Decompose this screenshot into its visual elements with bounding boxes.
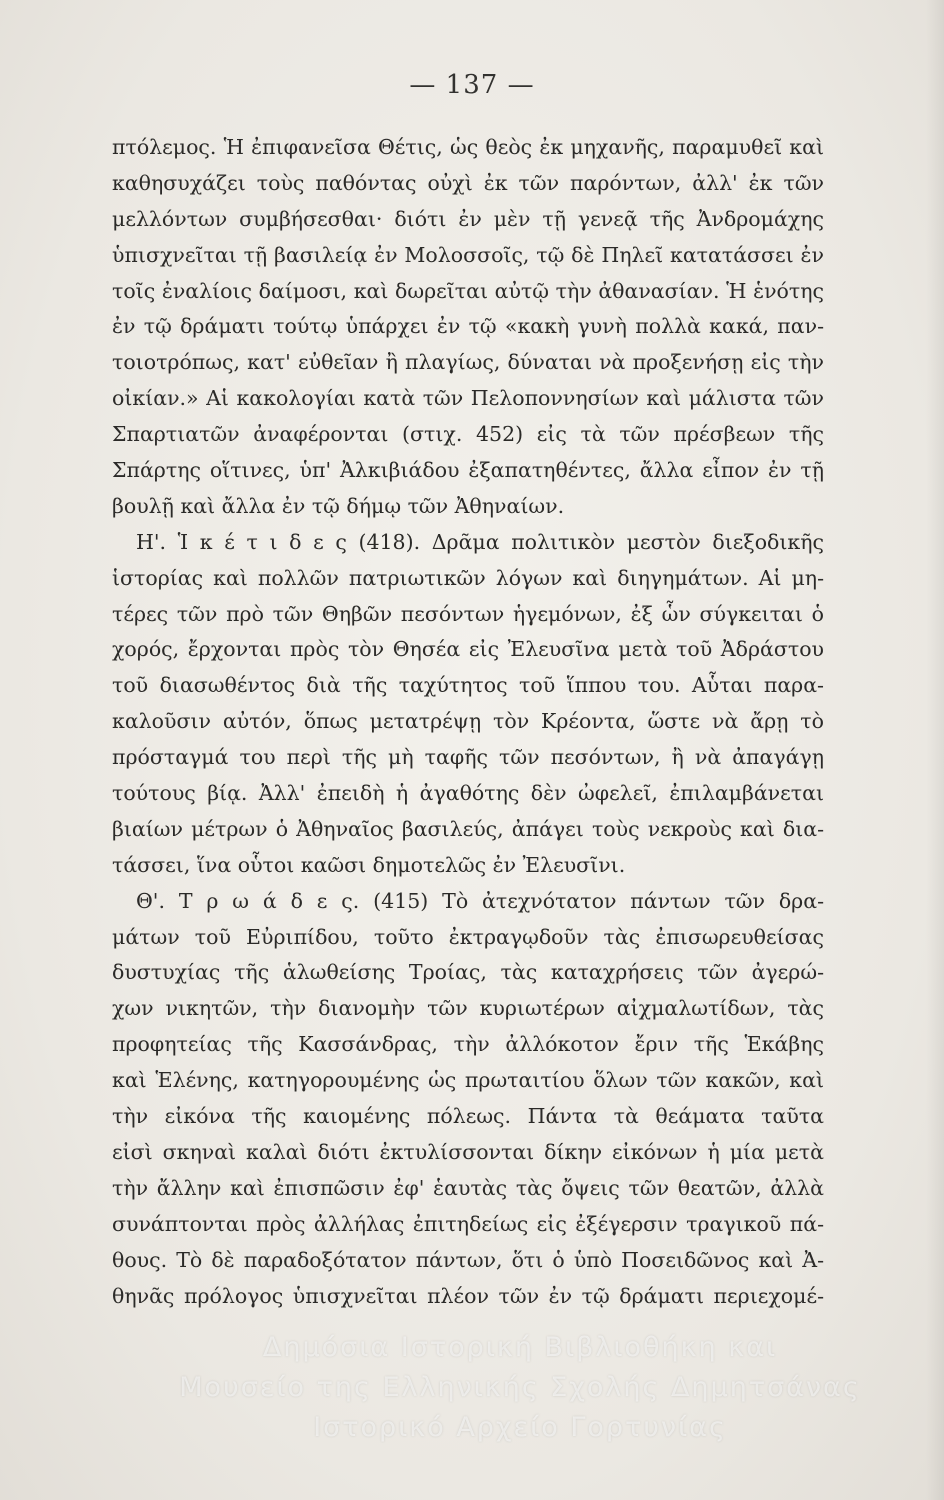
text-line: προφητείας τῆς Κασσάνδρας, τὴν ἀλλόκοτον ἔριν τῆς Ἑκάβης [112, 1032, 824, 1057]
text-line: ἱστορίας καὶ πολλῶν πατριωτικῶν λόγων καὶ διηγημάτων. Αἱ μη- [112, 565, 824, 590]
text-line: Σπαρτιατῶν ἀναφέρονται (στιχ. 452) εἰς τὰ τῶν πρέσβεων τῆς [112, 422, 824, 447]
section-heading-line: Η'. Ἱ κ έ τ ι δ ε ς (418). Δρᾶμα πολιτικὸν μεστὸν διεξοδικῆς [136, 529, 824, 554]
text-line: τοῦ διασωθέντος διὰ τῆς ταχύτητος τοῦ ἵππου του. Αὗται παρα- [112, 673, 824, 698]
text-line: βιαίων μέτρων ὁ Ἀθηναῖος βασιλεύς, ἀπάγει τοὺς νεκροὺς καὶ δια- [112, 816, 824, 841]
text-line: θηνᾶς πρόλογος ὑπισχνεῖται πλέον τῶν ἐν τῷ δράματι περιεχομέ- [112, 1283, 824, 1308]
text-line: χων νικητῶν, τὴν διανομὴν τῶν κυριωτέρων αἰχμαλωτίδων, τὰς [112, 996, 824, 1021]
text-line: καὶ Ἑλένης, κατηγορουμένης ὡς πρωταιτίου ὅλων τῶν κακῶν, καὶ [112, 1068, 824, 1093]
text-line: ὑπισχνεῖται τῇ βασιλείᾳ ἐν Μολοσσοῖς, τῷ δὲ Πηλεῖ κατατάσσει ἐν [112, 242, 824, 267]
text-line: καλοῦσιν αὐτόν, ὅπως μετατρέψῃ τὸν Κρέοντα, ὥστε νὰ ἄρῃ τὸ [112, 709, 824, 734]
library-watermark: Μουσείο της Ελληνικής Σχολής Δημητσάνας [179, 1372, 861, 1403]
text-line: τοιοτρόπως, κατ' εὐθεῖαν ἢ πλαγίως, δύναται νὰ προξενήσῃ εἰς τὴν [112, 350, 824, 375]
section-heading-line: Θ'. Τ ρ ω ά δ ε ς. (415) Τὸ ἀτεχνότατον πάντων τῶν δρα- [136, 888, 824, 913]
text-line: τὴν εἰκόνα τῆς καιομένης πόλεως. Πάντα τὰ θεάματα ταῦτα [112, 1104, 824, 1129]
text-line: δυστυχίας τῆς ἁλωθείσης Τροίας, τὰς καταχρήσεις τῶν ἀγερώ- [112, 960, 824, 985]
text-line: πτόλεμος. Ἡ ἐπιφανεῖσα Θέτις, ὡς θεὸς ἐκ μηχανῆς, παραμυθεῖ καὶ [112, 135, 824, 159]
text-line: θους. Τὸ δὲ παραδοξότατον πάντων, ὅτι ὁ ὑπὸ Ποσειδῶνος καὶ Ἀ- [112, 1247, 824, 1272]
text-line: εἰσὶ σκηναὶ καλαὶ διότι ἐκτυλίσσονται δίκην εἰκόνων ἡ μία μετὰ [112, 1139, 824, 1164]
text-line: συνάπτονται πρὸς ἀλλήλας ἐπιτηδείως εἰς ἐξέγερσιν τραγικοῦ πά- [112, 1211, 824, 1236]
text-line: τούτους βίᾳ. Ἀλλ' ἐπειδὴ ἡ ἀγαθότης δὲν ὠφελεῖ, ἐπιλαμβάνεται [112, 781, 824, 806]
text-line: χορός, ἔρχονται πρὸς τὸν Θησέα εἰς Ἐλευσῖνα μετὰ τοῦ Ἀδράστου [112, 637, 824, 662]
text-line: μάτων τοῦ Εὐριπίδου, τοῦτο ἐκτραγῳδοῦν τὰς ἐπισωρευθείσας [112, 924, 824, 949]
library-watermark: Ιστορικό Αρχείο Γορτυνίας [313, 1412, 727, 1443]
text-line: τέρες τῶν πρὸ τῶν Θηβῶν πεσόντων ἡγεμόνων, ἐξ ὧν σύγκειται ὁ [112, 601, 824, 626]
text-line: καθησυχάζει τοὺς παθόντας οὐχὶ ἐκ τῶν παρόντων, ἀλλ' ἐκ τῶν [112, 170, 824, 195]
page-edge-shadow [926, 0, 944, 1500]
text-line: τάσσει, ἵνα οὗτοι καῶσι δημοτελῶς ἐν Ἐλευσῖνι. [112, 852, 626, 877]
text-line: Σπάρτης οἵτινες, ὑπ' Ἀλκιβιάδου ἐξαπατηθέντες, ἄλλα εἶπον ἐν τῇ [112, 458, 824, 483]
text-line: πρόσταγμά του περὶ τῆς μὴ ταφῆς τῶν πεσόντων, ἢ νὰ ἀπαγάγῃ [112, 745, 824, 770]
text-line: ἐν τῷ δράματι τούτῳ ὑπάρχει ἐν τῷ «κακὴ γυνὴ πολλὰ κακά, παν- [112, 314, 824, 339]
text-line: μελλόντων συμβήσεσθαι· διότι ἐν μὲν τῇ γενεᾷ τῆς Ἀνδρομάχης [112, 206, 824, 231]
body-text [112, 130, 824, 1314]
page-number: — 137 — [409, 70, 535, 100]
text-line: τοῖς ἐναλίοις δαίμοσι, καὶ δωρεῖται αὐτῷ τὴν ἀθανασίαν. Ἡ ἑνότης [112, 278, 824, 303]
library-watermark: Δημόσια Ιστορική Βιβλιοθήκη και [262, 1332, 778, 1363]
text-line: τὴν ἄλλην καὶ ἐπισπῶσιν ἐφ' ἑαυτὰς τὰς ὄψεις τῶν θεατῶν, ἀλλὰ [112, 1175, 824, 1200]
text-line: βουλῇ καὶ ἄλλα ἐν τῷ δήμῳ τῶν Ἀθηναίων. [112, 493, 565, 518]
text-line: οἰκίαν.» Αἱ κακολογίαι κατὰ τῶν Πελοποννησίων καὶ μάλιστα τῶν [112, 386, 824, 411]
